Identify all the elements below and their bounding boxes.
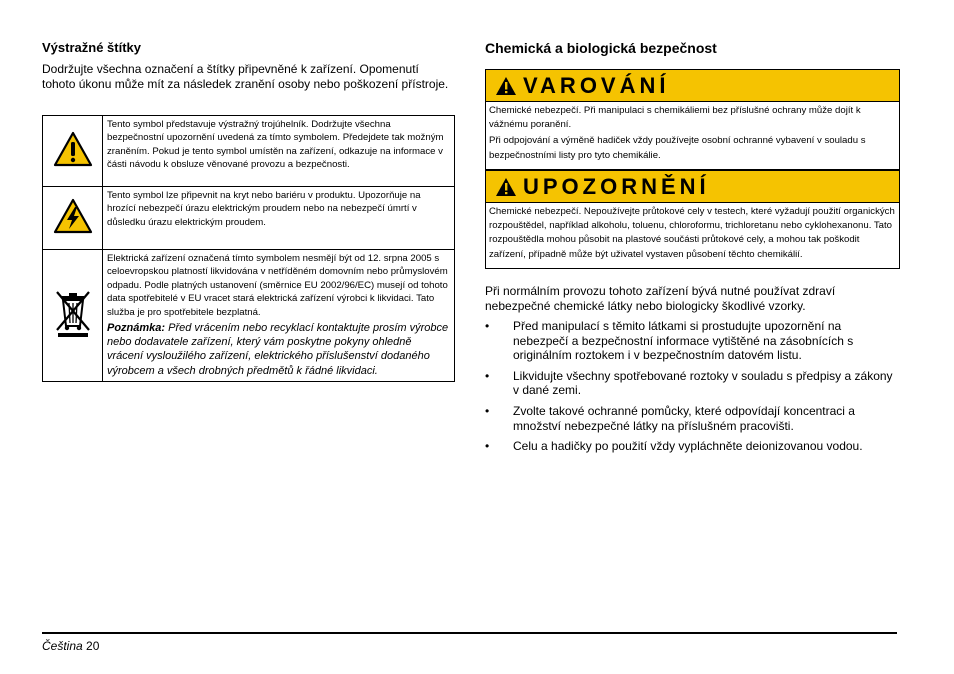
warning-triangle-icon bbox=[495, 76, 517, 96]
footer-language: Čeština bbox=[42, 639, 83, 653]
list-item bbox=[485, 369, 898, 398]
caution-signal-band bbox=[486, 171, 899, 203]
symbol-cell bbox=[43, 250, 103, 382]
list-item-text: Před manipulací s těmito látkami si prostudujte upozornění na nebezpečí a bezpečnostní informace vytištěné na zásobnících s originálním roztokem i v bezpečnostním datovém listu. bbox=[513, 319, 854, 363]
list-item-text: Zvolte takové ochranné pomůcky, které odpovídají koncentraci a množství nebezpečné látky na příslušném pracovišti. bbox=[513, 403, 855, 433]
warning-text: Při odpojování a výměně hadiček vždy používejte osobní ochranné vybavení v souladu s bezpečnostními listy pro tyto chemikálie. bbox=[489, 135, 866, 161]
warning-triangle-exclamation-icon bbox=[53, 131, 93, 167]
symbol-row bbox=[43, 187, 455, 250]
symbol-cell bbox=[43, 116, 103, 187]
caution-box bbox=[485, 170, 900, 269]
list-item-text: Celu a hadičky po použití vždy vypláchněte deionizovanou vodou. bbox=[513, 439, 863, 454]
warning-text: Chemické nebezpečí. Při manipulaci s chemikáliemi bez příslušné ochrany může dojít k vážnému poranění. bbox=[489, 105, 861, 131]
caution-signal-word: UPOZORNĚNÍ bbox=[523, 173, 710, 199]
list-item-text: Likvidujte všechny spotřebované roztoky v souladu s předpisy a zákony v dané zemi. bbox=[513, 368, 893, 398]
bullet-marker: • bbox=[485, 368, 490, 383]
bullet-marker: • bbox=[485, 403, 490, 418]
warning-signal-band bbox=[486, 70, 899, 102]
symbol-description: Tento symbol lze připevnit na kryt nebo bariéru v produktu. Upozorňuje na hrozící nebezpečí úrazu elektrickým proudem nebo na nebezpečí úmrtí v důsledku úrazu elektrickým proudem. bbox=[103, 187, 455, 250]
symbol-table bbox=[42, 115, 455, 382]
symbol-description: Tento symbol představuje výstražný trojúhelník. Dodržujte všechna bezpečnostní upozornění uvedená za tímto symbolem. Předejdete tak možným zraněním. Pokud je tento symbol umístěn na zařízení, odkazuje na informace v části návodu k obsluze věnované provozu a bezpečnosti. bbox=[103, 116, 455, 187]
note-text: Před vrácením nebo recyklací kontaktujte prosím výrobce nebo dodavatele zařízení, který vám poskytne pokyny ohledně vrácení vysloužilého zařízení, elektrického příslušenství dodaného výrobcem a všech drobných předmětů k řádné likvidaci. bbox=[107, 322, 449, 377]
warning-triangle-icon bbox=[495, 177, 517, 197]
symbol-description bbox=[103, 250, 455, 382]
note-label: Poznámka: bbox=[107, 322, 166, 335]
warning-signal-word: VAROVÁNÍ bbox=[523, 72, 670, 98]
page-footer bbox=[42, 639, 99, 653]
bullet-marker: • bbox=[485, 439, 490, 454]
footer-rule bbox=[42, 632, 897, 634]
section-heading-warning-labels: Výstražné štítky bbox=[42, 40, 141, 55]
weee-note bbox=[107, 321, 450, 378]
symbol-row bbox=[43, 250, 455, 382]
electrical-hazard-icon bbox=[53, 198, 93, 234]
warning-labels-intro: Dodržujte všechna označení a štítky připevněné k zařízení. Opomenutí tohoto úkonu může mít za následek zranění osoby nebo poškození přístroje. bbox=[42, 62, 449, 92]
caution-body bbox=[486, 203, 899, 268]
list-item bbox=[485, 404, 898, 433]
symbol-cell bbox=[43, 187, 103, 250]
weee-description: Elektrická zařízení označená tímto symbolem nesmějí být od 12. srpna 2005 s celoevropskou platností likvidována v netříděném domovním nebo průmyslovém odpadu. Podle platných ustanovení (směrnice EU 2002/96/EC) musejí od tohoto data spotřebitelé v EU vracet stará elektrická zařízení výrobci k likvidaci. Tato služba je pro spotřebitele bezplatná. bbox=[107, 253, 448, 318]
safety-bullet-list bbox=[485, 319, 898, 460]
list-item bbox=[485, 319, 898, 363]
symbol-row bbox=[43, 116, 455, 187]
bullet-marker: • bbox=[485, 319, 490, 333]
chemical-safety-paragraph: Při normálním provozu tohoto zařízení bývá nutné používat zdraví nebezpečné chemické látky nebo biologicky škodlivé vzorky. bbox=[485, 284, 836, 313]
page-number: 20 bbox=[86, 639, 100, 653]
section-heading-chemical-safety: Chemická a biologická bezpečnost bbox=[485, 40, 717, 56]
caution-text: Chemické nebezpečí. Nepoužívejte průtokové cely v testech, které vyžadují použití organických rozpouštědel, například alkoholu, toluenu, chloroformu, trichloretanu nebo cyklohexanonu. Tato rozpouštědla mohou působit na plastové součásti průtokové cely, a mohou tak poškodit zařízení, případně může být uživatel vystaven působení těchto chemikálií. bbox=[489, 206, 895, 260]
crossed-out-bin-icon bbox=[52, 288, 94, 338]
warning-box bbox=[485, 69, 900, 170]
warning-body bbox=[486, 102, 899, 169]
list-item bbox=[485, 439, 898, 454]
